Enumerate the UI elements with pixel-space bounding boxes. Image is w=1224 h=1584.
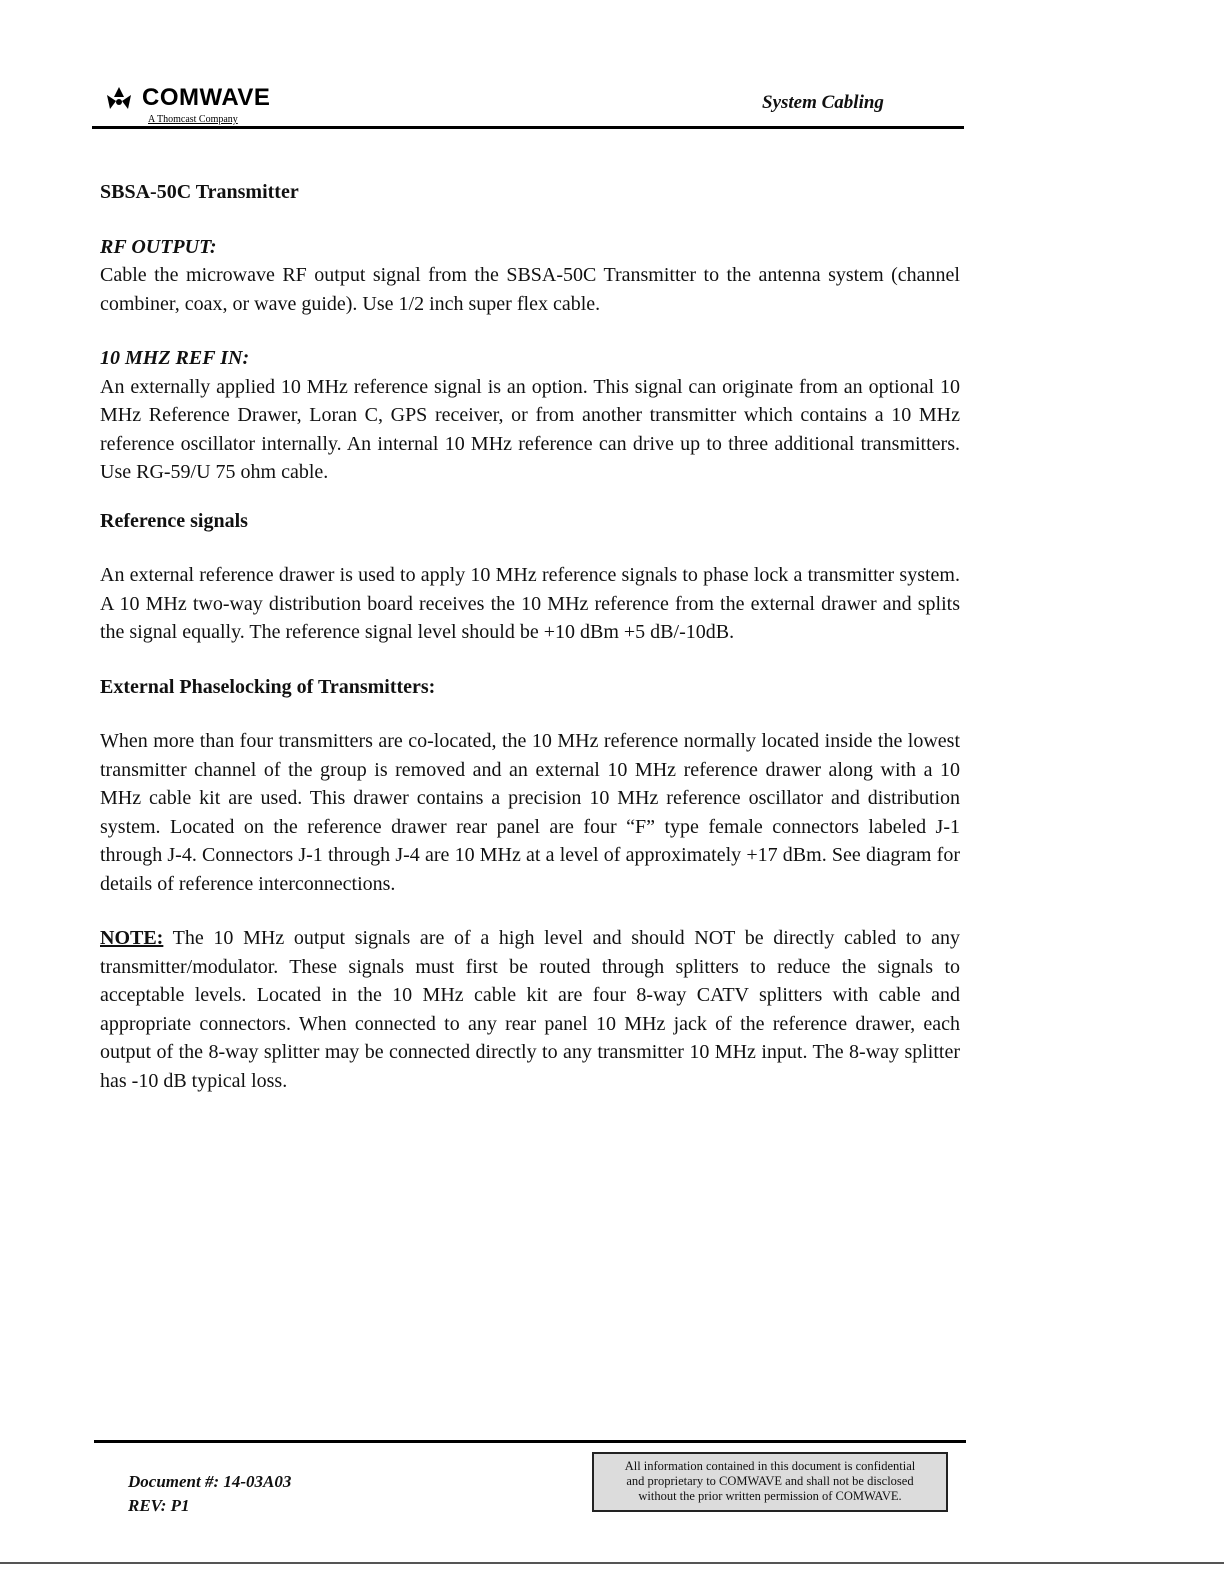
reference-signals-heading: Reference signals — [100, 509, 248, 532]
logo-tagline: A Thomcast Company — [148, 114, 238, 125]
section-title: System Cabling — [762, 92, 884, 113]
phaselocking-heading: External Phaselocking of Transmitters: — [100, 675, 436, 698]
footer-document-info — [128, 1470, 291, 1518]
notice-line-3: without the prior written permission of COMWAVE. — [638, 1489, 902, 1503]
reference-signals-text: An external reference drawer is used to apply 10 MHz reference signals to phase lock a transmitter system. A 10 MHz two-way distribution board receives the 10 MHz reference from the external drawer and splits the signal equally. The reference signal level should be +10 dBm +5 dB/-10dB. — [100, 564, 960, 643]
note-label: NOTE: — [100, 927, 164, 949]
note-paragraph — [100, 924, 960, 1095]
header-divider — [92, 126, 964, 129]
ref-in-heading: 10 MHZ REF IN: — [100, 347, 250, 369]
comwave-logo-icon — [104, 85, 134, 111]
notice-line-2: and proprietary to COMWAVE and shall not be disclosed — [626, 1474, 914, 1488]
notice-line-1: All information contained in this document is confidential — [624, 1459, 916, 1473]
ref-in-text: An externally applied 10 MHz reference signal is an option. This signal can originate from an optional 10 MHz Reference Drawer, Loran C, GPS receiver, or from another transmitter which contains a 10 MHz reference oscillator internally. An internal 10 MHz reference can drive up to three additional transmitters. Use RG-59/U 75 ohm cable. — [100, 375, 960, 483]
logo-name: COMWAVE — [142, 84, 271, 111]
phaselocking-text: When more than four transmitters are co-located, the 10 MHz reference normally located inside the lowest transmitter channel of the group is removed and an external 10 MHz reference drawer along with a 10 MHz cable kit are used. This drawer contains a precision 10 MHz reference oscillator and distribution system. Located on the reference drawer rear panel are four “F” type female connectors labeled J-1 through J-4. Connectors J-1 through J-4 are 10 MHz at a level of approximately +17 dBm. See diagram for details of reference interconnections. — [100, 730, 960, 895]
note-text: The 10 MHz output signals are of a high level and should NOT be directly cabled to any transmitter/modulator. These signals must first be routed through splitters to reduce the signals to acceptable levels. Located in the 10 MHz cable kit are four 8-way CATV splitters with cable and appropriate connectors. When connected to any rear panel 10 MHz jack of the reference drawer, each output of the 8-way splitter may be connected directly to any transmitter 10 MHz input. The 8-way splitter has -10 dB typical loss. — [100, 927, 960, 1092]
scan-edge-line — [0, 1562, 1224, 1564]
document-title: SBSA-50C Transmitter — [100, 181, 299, 203]
company-logo — [104, 84, 270, 125]
rf-output-text: Cable the microwave RF output signal from the SBSA-50C Transmitter to the antenna system (channel combiner, coax, or wave guide). Use 1/2 inch super flex cable. — [100, 264, 960, 315]
footer-divider — [94, 1440, 966, 1443]
revision: REV: P1 — [128, 1496, 190, 1515]
confidentiality-notice — [592, 1452, 948, 1512]
rf-output-heading: RF OUTPUT: — [100, 235, 217, 258]
document-body — [100, 178, 960, 1095]
document-number: Document #: 14-03A03 — [128, 1472, 292, 1491]
